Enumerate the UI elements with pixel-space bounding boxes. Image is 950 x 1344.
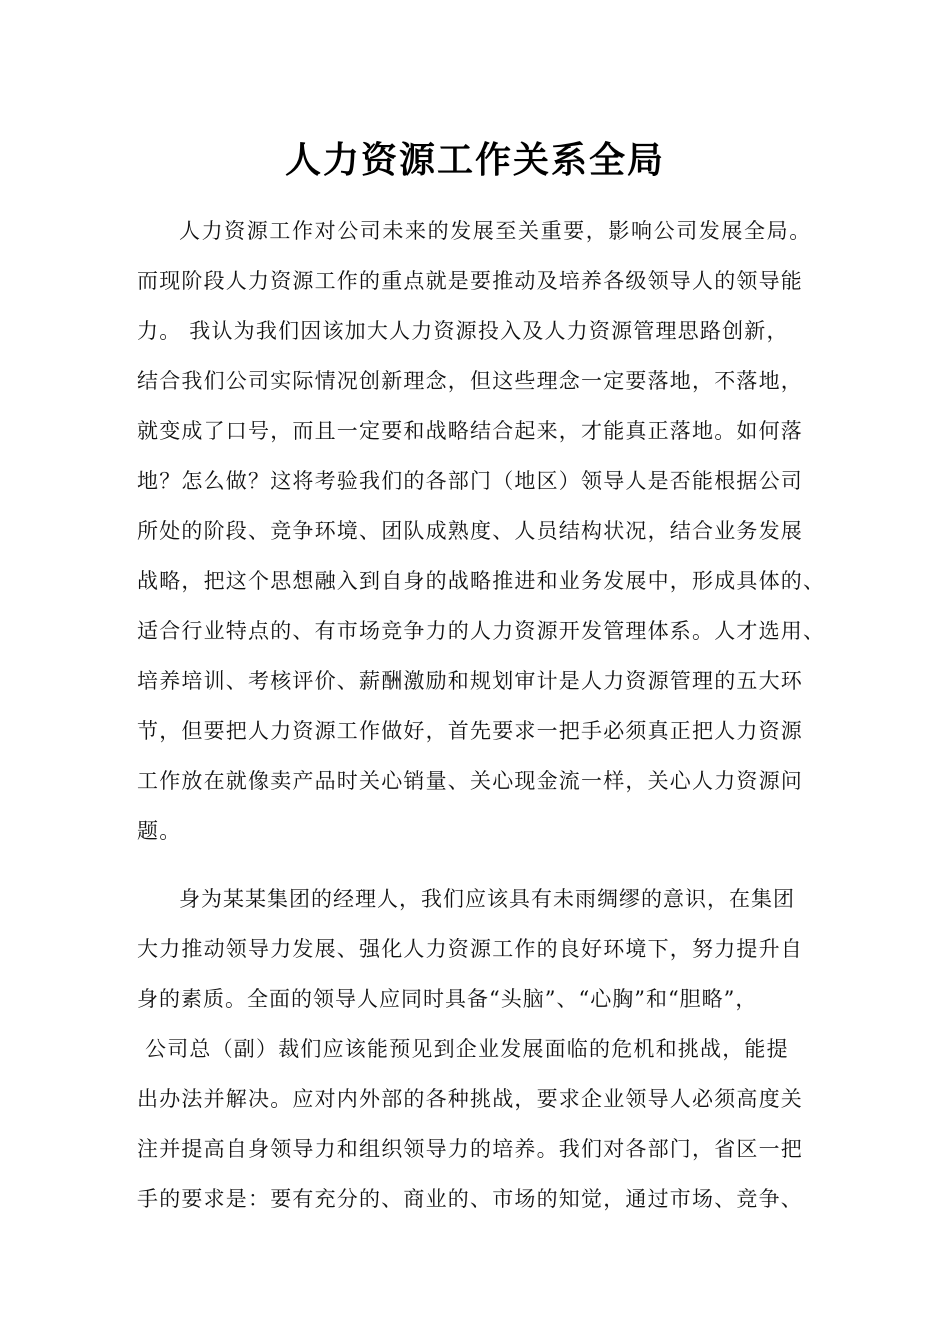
paragraph-line: 节，但要把人力资源工作做好，首先要求一把手必须真正把人力资源 — [137, 719, 803, 743]
paragraph-line: 培养培训、考核评价、薪酬激励和规划审计是人力资源管理的五大环 — [137, 669, 803, 693]
document-title: 人力资源工作关系全局 — [284, 139, 665, 181]
paragraph-line: 力。 我认为我们因该加大人力资源投入及人力资源管理思路创新， — [137, 319, 789, 343]
paragraph-line: 手的要求是：要有充分的、商业的、市场的知觉，通过市场、竞争、 — [137, 1187, 803, 1211]
paragraph-line: 地？怎么做？这将考验我们的各部门（地区）领导人是否能根据公司 — [137, 469, 803, 493]
paragraph-line: 而现阶段人力资源工作的重点就是要推动及培养各级领导人的领导能 — [137, 269, 803, 293]
paragraph-line: 身的素质。全面的领导人应同时具备“头脑”、“心胸”和“胆略”， — [137, 987, 758, 1011]
paragraph-line: 适合行业特点的、有市场竞争力的人力资源开发管理体系。人才选用、 — [137, 619, 826, 643]
paragraph-line: 题。 — [137, 819, 182, 843]
paragraph-line: 工作放在就像卖产品时关心销量、关心现金流一样，关心人力资源问 — [137, 769, 803, 793]
paragraph-line: 人力资源工作对公司未来的发展至关重要，影响公司发展全局。 — [179, 219, 812, 243]
paragraph-line: 大力推动领导力发展、强化人力资源工作的良好环境下，努力提升自 — [137, 937, 803, 961]
paragraph-line: 战略，把这个思想融入到自身的战略推进和业务发展中，形成具体的、 — [137, 569, 826, 593]
paragraph-line: 所处的阶段、竞争环境、团队成熟度、人员结构状况，结合业务发展 — [137, 519, 803, 543]
paragraph-line: 公司总（副）裁们应该能预见到企业发展面临的危机和挑战，能提 — [145, 1037, 789, 1061]
paragraph-line: 结合我们公司实际情况创新理念，但这些理念一定要落地，不落地， — [137, 369, 803, 393]
paragraph-line: 注并提高自身领导力和组织领导力的培养。我们对各部门，省区一把 — [137, 1137, 803, 1161]
paragraph-line: 出办法并解决。应对内外部的各种挑战，要求企业领导人必须高度关 — [137, 1087, 803, 1111]
paragraph-line: 身为某某集团的经理人，我们应该具有未雨绸缪的意识，在集团 — [179, 887, 795, 911]
paragraph-line: 就变成了口号，而且一定要和战略结合起来，才能真正落地。如何落 — [137, 419, 803, 443]
